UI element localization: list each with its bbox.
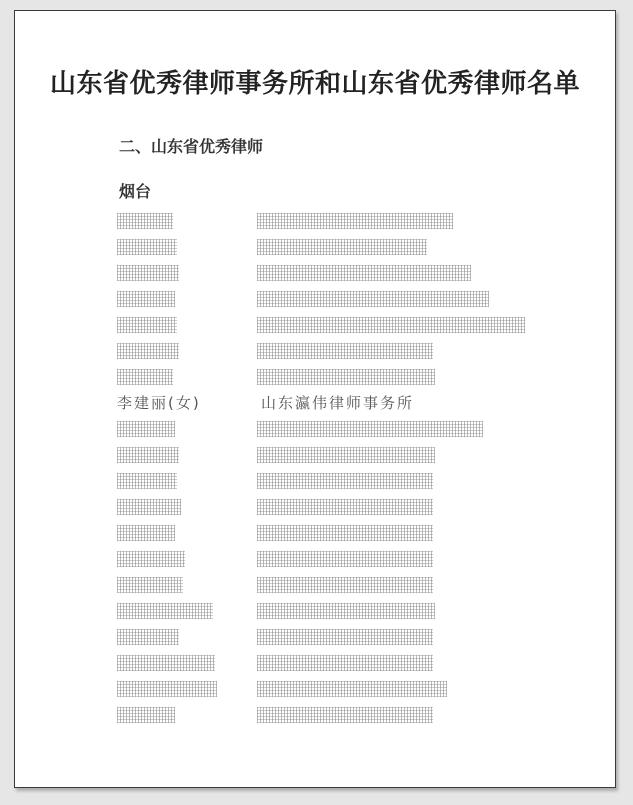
- blurred-entry: [115, 468, 545, 494]
- blurred-entry: [115, 208, 545, 234]
- blurred-name: [117, 291, 175, 307]
- blurred-name: [117, 681, 217, 697]
- blurred-entry: [115, 624, 545, 650]
- blurred-firm: [257, 603, 435, 619]
- blurred-firm: [257, 213, 453, 229]
- blurred-firm: [257, 265, 471, 281]
- blurred-name: [117, 317, 177, 333]
- document-title: 山东省优秀律师事务所和山东省优秀律师名单: [49, 69, 580, 99]
- blurred-name: [117, 499, 181, 515]
- lawyer-list: [115, 208, 545, 728]
- blurred-entry: [115, 572, 545, 598]
- blurred-entry: [115, 650, 545, 676]
- blurred-entry: [115, 442, 545, 468]
- blurred-firm: [257, 369, 435, 385]
- blurred-name: [117, 551, 185, 567]
- blurred-entry: [115, 234, 545, 260]
- lawyer-name: 李建丽(女): [117, 394, 201, 412]
- blurred-name: [117, 369, 173, 385]
- blurred-name: [117, 629, 179, 645]
- blurred-entry: [115, 364, 545, 390]
- document-page: [14, 10, 616, 788]
- blurred-entry: [115, 338, 545, 364]
- blurred-firm: [257, 681, 447, 697]
- section-heading: 二、山东省优秀律师: [119, 137, 264, 156]
- blurred-name: [117, 343, 179, 359]
- blurred-firm: [257, 317, 525, 333]
- blurred-firm: [257, 421, 483, 437]
- blurred-entry: [115, 676, 545, 702]
- blurred-firm: [257, 343, 433, 359]
- blurred-name: [117, 473, 177, 489]
- blurred-name: [117, 707, 175, 723]
- blurred-entry: [115, 598, 545, 624]
- blurred-entry: [115, 702, 545, 728]
- blurred-entry: [115, 494, 545, 520]
- blurred-firm: [257, 707, 433, 723]
- blurred-entry: [115, 286, 545, 312]
- blurred-firm: [257, 239, 427, 255]
- blurred-entry: [115, 520, 545, 546]
- blurred-name: [117, 213, 173, 229]
- city-label: 烟台: [119, 182, 152, 201]
- blurred-firm: [257, 473, 433, 489]
- blurred-entry: [115, 312, 545, 338]
- blurred-entry: [115, 260, 545, 286]
- law-firm-name: 山东瀛伟律师事务所: [261, 394, 415, 412]
- blurred-name: [117, 447, 179, 463]
- blurred-name: [117, 265, 179, 281]
- blurred-name: [117, 655, 215, 671]
- blurred-name: [117, 525, 175, 541]
- blurred-firm: [257, 629, 433, 645]
- blurred-entry: [115, 546, 545, 572]
- blurred-firm: [257, 447, 435, 463]
- blurred-firm: [257, 551, 433, 567]
- blurred-name: [117, 603, 213, 619]
- blurred-entry: [115, 416, 545, 442]
- blurred-firm: [257, 577, 433, 593]
- blurred-name: [117, 421, 175, 437]
- blurred-name: [117, 577, 183, 593]
- blurred-firm: [257, 499, 433, 515]
- blurred-firm: [257, 655, 433, 671]
- lawyer-entry: [115, 390, 545, 416]
- blurred-firm: [257, 291, 489, 307]
- blurred-firm: [257, 525, 433, 541]
- blurred-name: [117, 239, 177, 255]
